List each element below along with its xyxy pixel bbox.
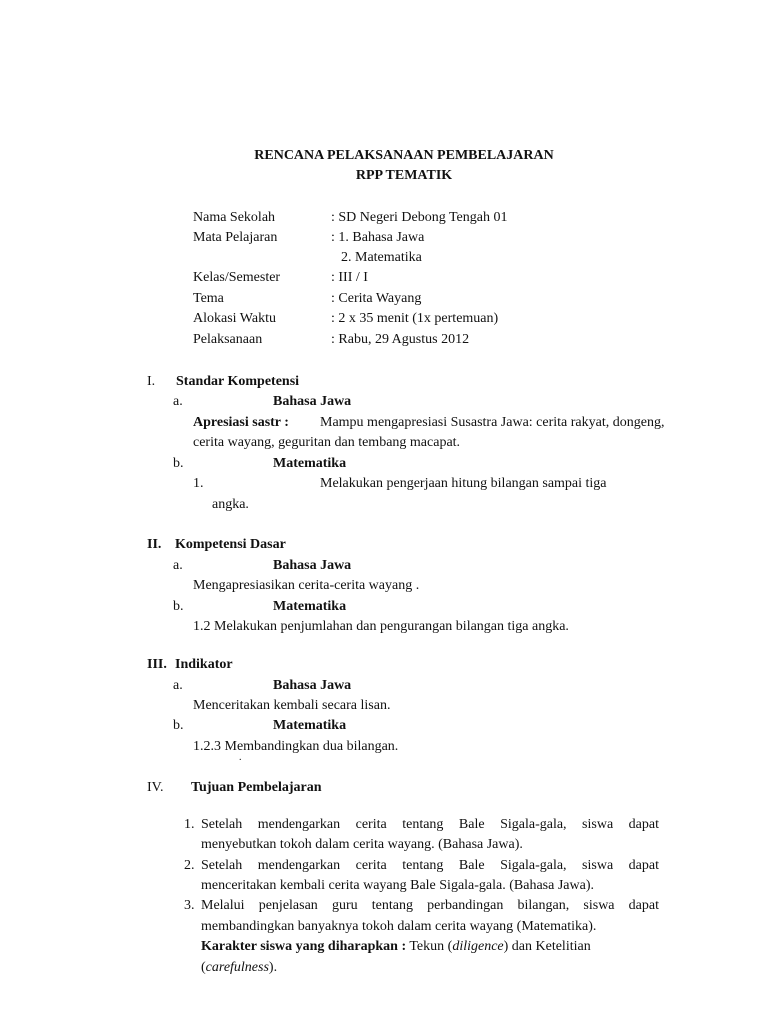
subsection-letter: b. bbox=[173, 456, 184, 471]
subsection-title: Matematika bbox=[273, 599, 347, 614]
subsection-letter: a. bbox=[173, 558, 183, 573]
document-title: RENCANA PELAKSANAAN PEMBELAJARAN bbox=[254, 148, 554, 163]
info-value: : III / I bbox=[331, 270, 368, 285]
info-label: Kelas/Semester bbox=[193, 270, 281, 285]
subsection-letter: b. bbox=[173, 599, 184, 614]
list-item-line: menceritakan kembali cerita wayang Bale Sigala-gala. (Bahasa Jawa). bbox=[201, 878, 594, 893]
section-heading: Indikator bbox=[175, 657, 233, 672]
list-item-line: Melalui penjelasan guru tentang perbandingan bilangan, siswa dapat bbox=[201, 898, 659, 913]
info-value: : 2 x 35 menit (1x pertemuan) bbox=[331, 311, 499, 326]
info-label: Alokasi Waktu bbox=[193, 311, 276, 326]
list-item-line: menyebutkan tokoh dalam cerita wayang. (Bahasa Jawa). bbox=[201, 837, 523, 852]
info-value: : Cerita Wayang bbox=[331, 291, 422, 306]
karakter-line bbox=[201, 958, 277, 978]
karakter-text: ). bbox=[268, 960, 278, 975]
info-value: : SD Negeri Debong Tengah 01 bbox=[331, 210, 508, 225]
subsection-letter: a. bbox=[173, 678, 183, 693]
subsection-title: Bahasa Jawa bbox=[273, 558, 352, 573]
info-label: Mata Pelajaran bbox=[193, 230, 278, 245]
list-number: 2. bbox=[184, 858, 195, 873]
info-label: Pelaksanaan bbox=[193, 332, 263, 347]
info-label: Tema bbox=[193, 291, 224, 306]
stray-dot: . bbox=[239, 752, 242, 763]
subsection-title: Bahasa Jawa bbox=[273, 394, 352, 409]
section-number: II. bbox=[147, 537, 162, 552]
section-number: III. bbox=[147, 657, 167, 672]
subsection-letter: b. bbox=[173, 718, 184, 733]
list-item-line: Setelah mendengarkan cerita tentang Bale Sigala-gala, siswa dapat bbox=[201, 817, 659, 832]
paragraph-line: Mengapresiasikan cerita-cerita wayang . bbox=[193, 578, 420, 593]
paragraph-line: angka. bbox=[212, 497, 249, 512]
document-subtitle: RPP TEMATIK bbox=[355, 168, 453, 183]
paragraph-line: 1.2.3 Membandingkan dua bilangan. bbox=[193, 739, 399, 754]
section-heading: Kompetensi Dasar bbox=[175, 537, 286, 552]
karakter-term: diligence bbox=[452, 939, 504, 954]
apresiasi-label: Apresiasi sastr bbox=[193, 415, 281, 430]
colon: : bbox=[280, 415, 289, 430]
paragraph-line: 1.2 Melakukan penjumlahan dan pengurangan bilangan tiga angka. bbox=[193, 619, 569, 634]
info-value: : 1. Bahasa Jawa bbox=[331, 230, 425, 245]
list-number: 1. bbox=[193, 476, 204, 491]
list-number: 1. bbox=[184, 817, 195, 832]
subsection-title: Matematika bbox=[273, 718, 347, 733]
list-item-line: Setelah mendengarkan cerita tentang Bale Sigala-gala, siswa dapat bbox=[201, 858, 659, 873]
subsection-title: Matematika bbox=[273, 456, 347, 471]
info-label: Nama Sekolah bbox=[193, 210, 276, 225]
karakter-label: Karakter siswa yang diharapkan : bbox=[201, 939, 407, 954]
section-number: IV. bbox=[147, 780, 164, 795]
section-heading: Tujuan Pembelajaran bbox=[191, 780, 322, 795]
list-number: 3. bbox=[184, 898, 195, 913]
subsection-letter: a. bbox=[173, 394, 183, 409]
karakter-line bbox=[201, 937, 591, 957]
paragraph-line: Mampu mengapresiasi Susastra Jawa: cerita rakyat, dongeng, bbox=[320, 415, 665, 430]
section-number: I. bbox=[147, 374, 156, 389]
section-heading: Standar Kompetensi bbox=[176, 374, 300, 389]
paragraph-line: cerita wayang, geguritan dan tembang macapat. bbox=[193, 435, 461, 450]
karakter-text: ( bbox=[201, 960, 206, 975]
karakter-text: Tekun ( bbox=[406, 939, 453, 954]
info-value: 2. Matematika bbox=[341, 250, 422, 265]
karakter-text: ) dan Ketelitian bbox=[503, 939, 591, 954]
info-value: : Rabu, 29 Agustus 2012 bbox=[331, 332, 470, 347]
karakter-term: carefulness bbox=[205, 960, 269, 975]
paragraph-line: Melakukan pengerjaan hitung bilangan sampai tiga bbox=[320, 476, 607, 491]
subsection-title: Bahasa Jawa bbox=[273, 678, 352, 693]
paragraph-line: Menceritakan kembali secara lisan. bbox=[193, 698, 391, 713]
list-item-line: membandingkan banyaknya tokoh dalam cerita wayang (Matematika). bbox=[201, 919, 597, 934]
paragraph-line bbox=[193, 413, 289, 433]
